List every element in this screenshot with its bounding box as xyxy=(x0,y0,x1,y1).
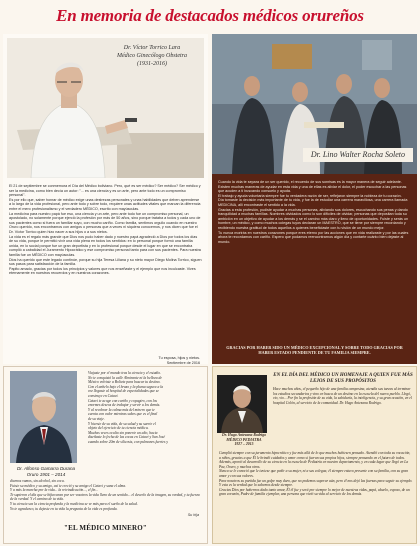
page-title: En memoria de destacados médicos orureños xyxy=(56,6,364,25)
tribute-heading: EN EL DÍA DEL MÉDICO UN HOMENAJE A QUIEN FUE MÁS LEJOS DE SUS PROPÓSITOS xyxy=(273,373,413,384)
tribute-signature: Tu esposa, hijos y nietos. Septiembre de 2016 xyxy=(158,356,200,364)
tribute-text-top: Hace muchos años, el pequeño hijo de una familia campesina, atendía sus tareas al terminar los estudios secundarios y vino en busca de un destino en la escuela del nuevo pueblo. Llegó, vio, vio... Por fin la profesión de su vida, la sabiduría, la inteligencia, y su gran ocasión, en el hospital Colón, al servicio de la comunidad. Dr. Hugo Antezana Rodrigo. xyxy=(273,387,412,405)
tribute-text: El 21 de septiembre se conmemora el Día del Médico boliviano. Pero, qué es ser médico? Ser médico? Ser médico y ser la medicina, como bien decía un autor: "... es una ciencia y es un arte, pero ante todo es un compromiso personal". Es por ello que, saber honrar de médico exige unas destrezas personales y unas habilidades que deben aprenderse a lo largo de la vida profesional, pero ante todo y sobre todo, requiere unas actitudes vitales que marcan la diferencia entre el mero profesionalismo y el verdadero MÉDICO, escrito con mayúsculas. La medicina para nuestro papá fue eso, una ciencia y un arte, pero ante todo fue un compromiso personal, un apostolado, no solamente porque ejerció la profesión por más de 50 años, sino porque trataba a todos y cada uno de sus pacientes como si fuera un familiar suyo, con mucho cariño. Como familia, sentimos orgullo cuando en nuestro Oruro querido, nos encontramos con amigos o personas que a veces ni siquiera conocemos, y nos dicen que fue el Dr. Víctor Torrico quien hizo nacer a sus hijos o a sus nietos. La vida es el regalo más grande que Dios nos pudo haber dado y nuestro papá agradeció a Dios por todos los días de su vida, porque le permitió vivir una vida plena en todos los sentidos: en lo personal porque formó una familia unida, en lo social porque fue un gran deportista y en lo profesional porque desde el lugar en que se encontraba cumplió a cabalidad el Juramento Hipocrático y ese compromiso personal tanto para con sus pacientes. Para nuestra familia fue un MÉDICO con mayúsculas. Dios ha querido que este legado continúe, porque su hija Teresa Liliana y su nieto mayor Diego Molina Torrico, siguen sus pasos para satisfacción de la familia. Papito amado, gracias por todos los principios y valores que nos enseñaste y el ejemplo que nos inculcaste. Vives eternamente en nuestros recuerdos y en nuestros corazones. xyxy=(9,184,202,276)
tribute-footer: GRACIAS POR HABER SIDO UN MÉDICO EXCEPCIONAL Y SOBRE TODO GRACIAS POR HABER ESTADO PENDIENTE DE TU FAMILIA SIEMPRE. xyxy=(226,345,403,356)
tribute-antezana xyxy=(212,366,417,544)
poem-continuation: diurnos vamos, sin alcohol, sin coca. Fuiste su médico y su amigo, así te creció y su amigo el Catavi y sana el alma. Y a más la marcha por la vida... la reivindicación..., el fin... Te supieron el día que se bifurcaran por ser vosotros la vida lleno de un sentido... el desvelo de la imagen, su verdad, y tu fuerza de la verdad. Y el camino de tu vida. Y tu ciencia sea la ciencia profunda y la medicina se ve más para el sueño de la salud. Yo te agradezco, tu dejaste en tu vida la pregunta de la vida es profunda. xyxy=(10,479,200,511)
tribute-gamarra xyxy=(3,366,208,544)
doctor-portrait xyxy=(217,375,267,433)
doctor-name-label: Dr. Lino Walter Rocha Soleto xyxy=(303,148,413,162)
poem-text: Viajaste por el mundo tras la ciencia y el estudio. No te conquistó la calle Almirante ni la belleza de México volviste a Bolivia para buscar tu destino. Con el anhelo bajo el brazo y la pluma segura a la vez llegaste al hospital de especialidades que se construye en Catavi. Catavi te acoge con cariño y copagiro, con los enormes deseos de trabajar y servir a los demás. Y al recobrar la calma más del minero que te cuenta con valor mientras sabes que es el final de su viaje. Y hiceste de su vida, de su salud y su suerte el objeto del ejercicio de tu ciencia médica. Muchas veces oculto sin ponerte un alto, hacia diseñaste lo fecha de las cocas en Catavi y San José cuando sobre 20m de silicosis, con pulmones fuertes y xyxy=(88,371,169,444)
doctor-name: Dr. Alfonso Gamarra Durana Oruro 1901 – 2014 xyxy=(16,466,76,477)
tribute-text: Cuando la vida te separa de un ser querido, el recuerdo de sus sonrisas es la mayor manera de seguir adelante. Existen muchas maneras de ayudar en esta vida y una de ellas es aliviar el dolor, el poder escuchar a las personas que acuden a ti buscando consuelo y ayuda. El trabajo y ayuda voluntaria siempre fue tu verdadera razón de ser, reflejaron siempre la nobleza de tu corazón. Día tomaste la decisión más importante de tu vida, y fue la de estudiar una carrera maravillosa, una carrera llamada MEDICINA, allí encontraste el sentido a la vida. Gracias a esta profesión, pudiste ayudar a muchas personas, aliviando sus dolores, escuchando sus penas y dando tranquilidad a muchas familias. Nombres olvidados como lo son difíciles de olvidar, personas que depositan toda su ambición en un objetivo de ayudar a los demás y se el camino más claro y lleno de oportunidades. Fuiste y serás un hombre, un médico, y como muchos colegas tuyos declaran un MAESTRO, que se tiene por siempre recordando y recibiendo nuestra gratitud de todos aquellos a quienes beneficiaste con tu visión de un mundo mejor. Tu nunca morirás en nuestros corazones porque eres eterno por las acciones que en vida realizaste y por las cuales ahora te recordamos con cariño. Espero que podamos reencontrarnos algún día y contarte cuánto bien dejaste al mundo. xyxy=(218,180,409,244)
tribute-torrico xyxy=(3,34,208,364)
poem-signature: Su hija xyxy=(187,513,199,517)
doctor-portrait xyxy=(10,371,77,463)
tribute-rocha xyxy=(212,34,417,364)
poem-title: "EL MÉDICO MINERO" xyxy=(64,524,147,532)
doctor-name: Dr. Hugo Antezana Rodrigo MÉDICO PEDIATRA 1927 – 2015 xyxy=(222,433,266,447)
doctor-caption: Dr. Víctor Torrico Lara Médico Ginecólogo Obstetra (1931-2016) xyxy=(117,45,187,67)
tribute-text-bottom: Cumplió siempre con su juramento hipocrático y fue más allá de lo que muchos hubiesen pensado. Atendió con toda su vocación, a niños, gracias a que Él le brindó cuidados y amor como si fueran sus propios hijos, siempre pensando en el futuro de todos. Además, aportó al desarrollo de su ciencia en la escuela de Pediatría en nuestro departamento, y en cada lugar que llegó en La Paz, Oruro, y muchos otros. Nunca se le conoció que le tuviese que pedir a su mujer, ni a sus colegas; él siempre estuvo presente con su familia, con su gran amor y con sus valores. Para nosotros su partida fue un golpe muy duro, que no podemos superar aún, pero él nos dejó las fuerzas para seguir su ejemplo. Y esta es la verdad que lo sabemos desde siempre. Gracias Dios por habernos dado tanto amor, Él él fue y será por siempre lo mejor de nuestras vidas, papá, abuelo, esposo, de un gran corazón, Padre de familia ejemplar, una persona que vivió su vida al servicio de los demás. xyxy=(219,451,413,497)
